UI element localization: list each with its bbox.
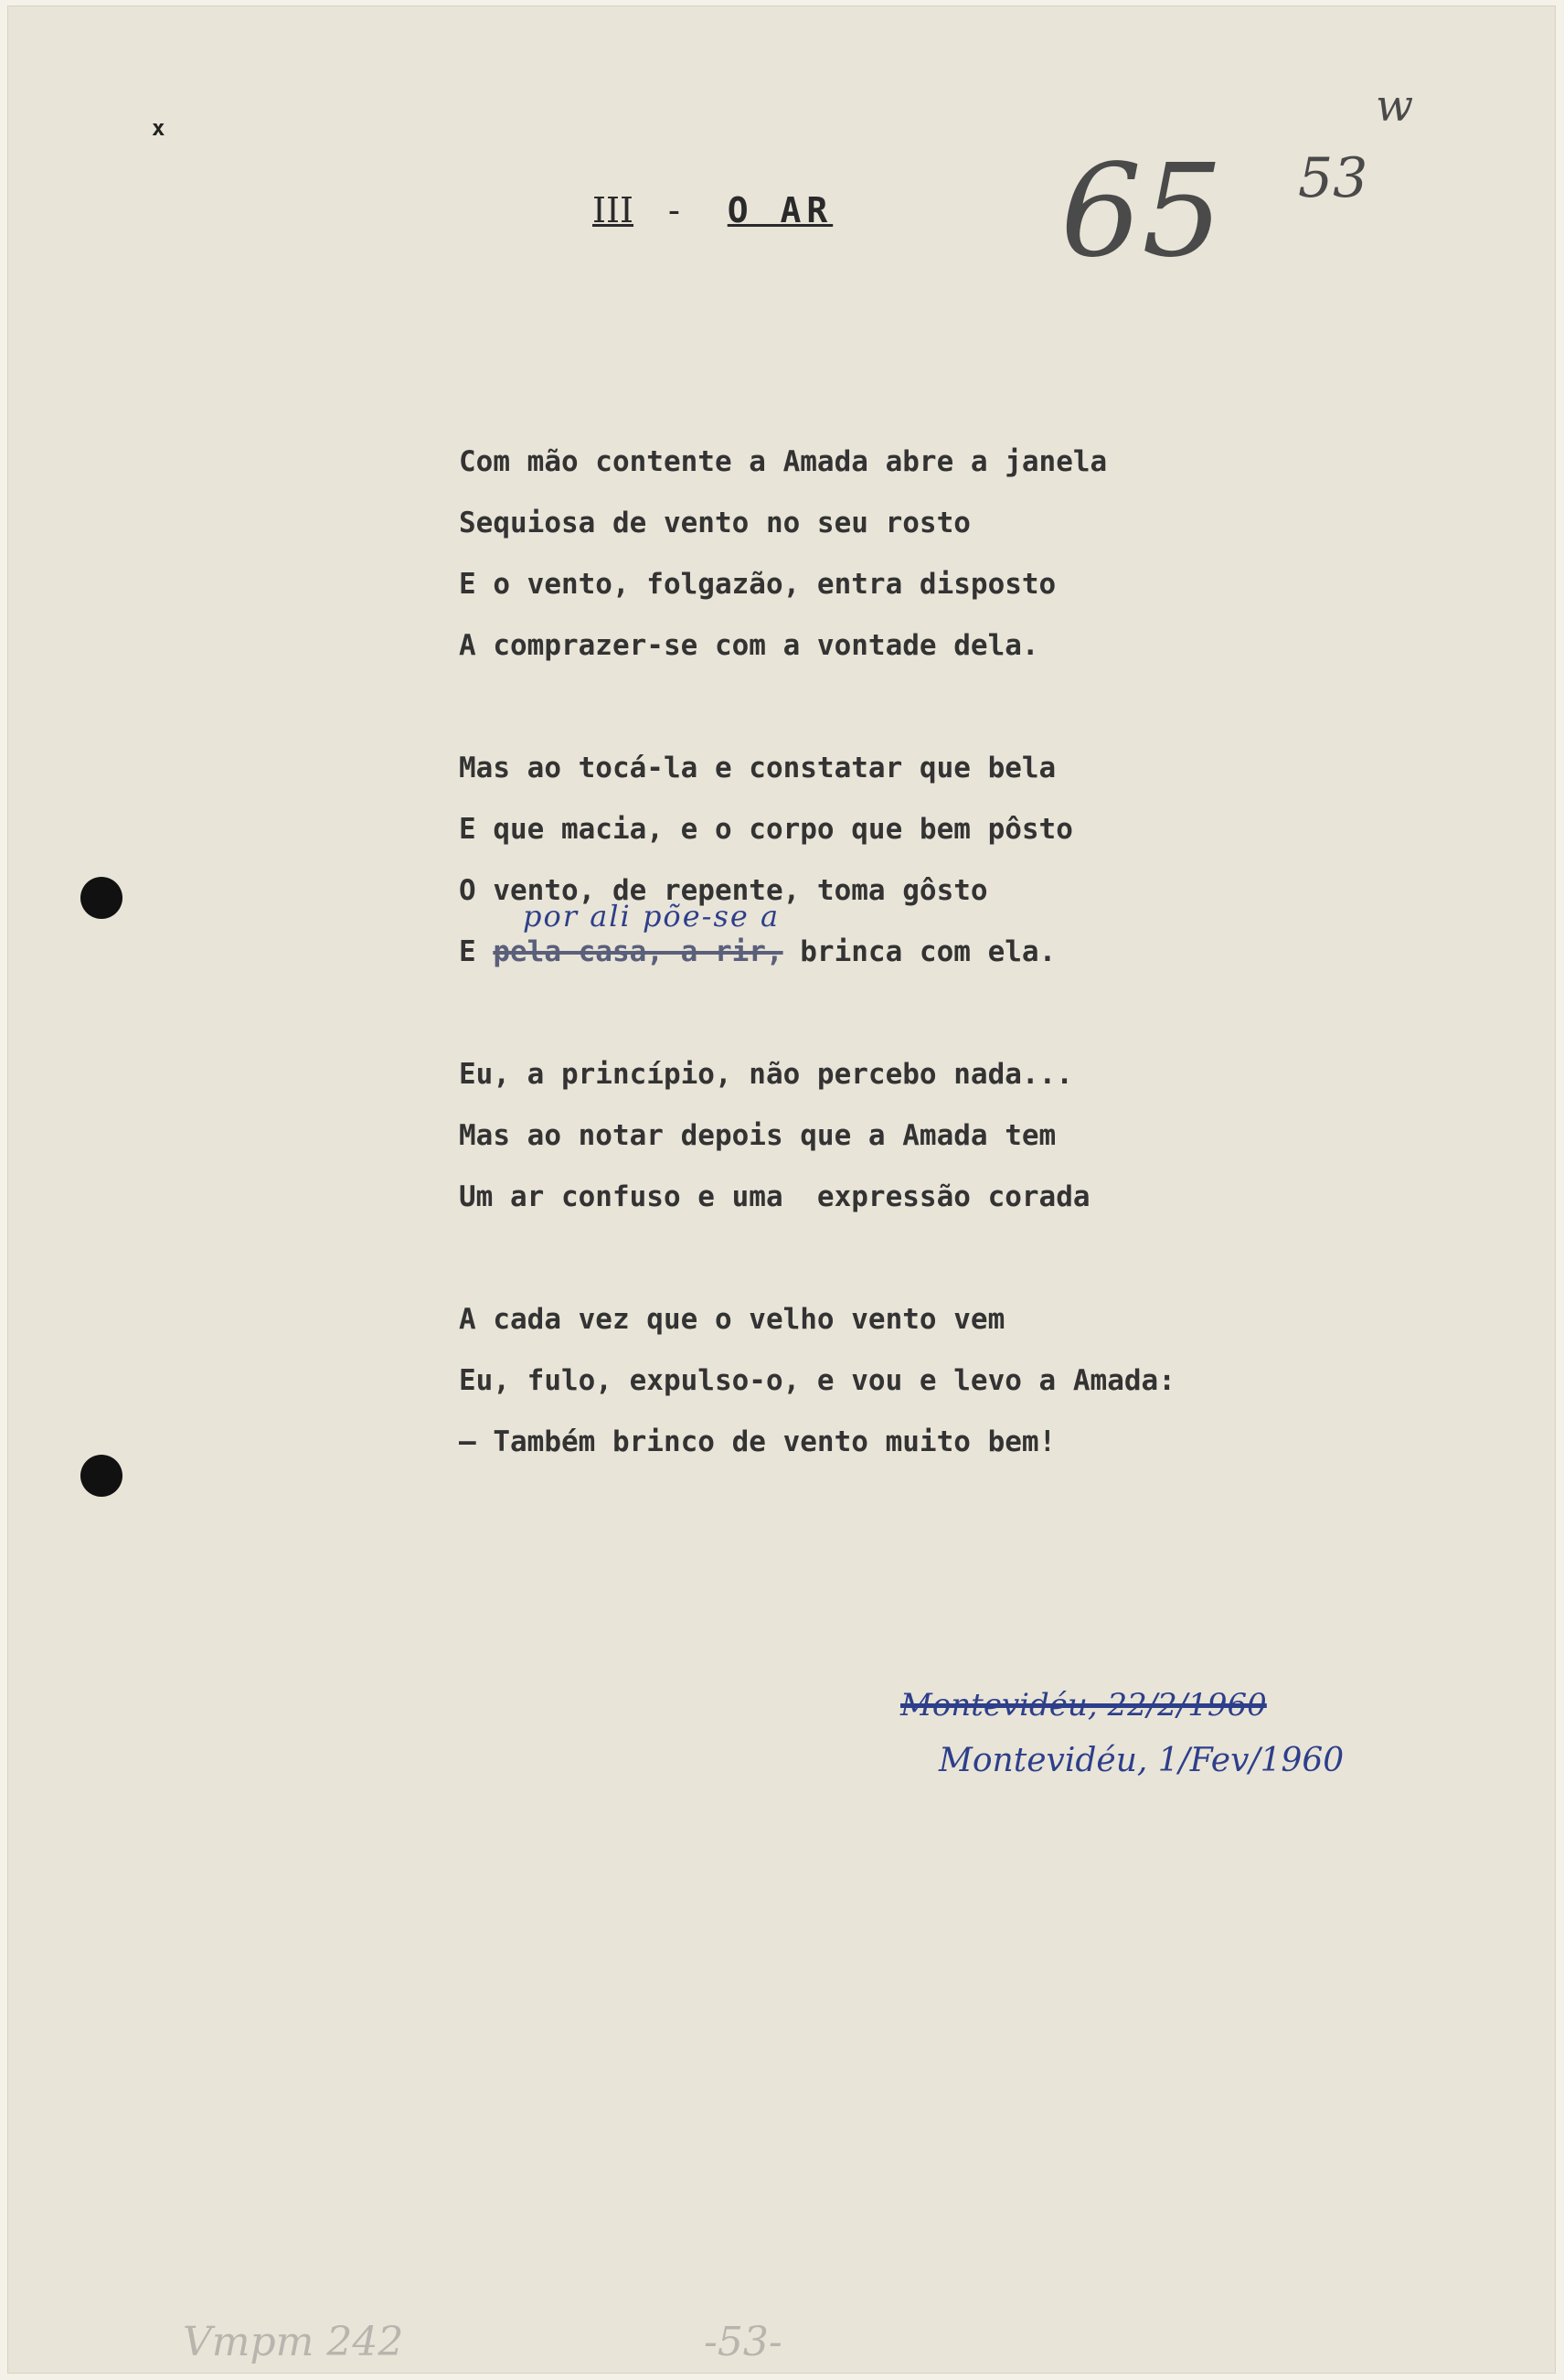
line-end: brinca com ela. <box>782 935 1057 968</box>
poem-line: Com mão contente a Amada abre a janela <box>459 445 1108 478</box>
line-start: E <box>459 935 494 968</box>
punch-hole-upper <box>80 877 122 919</box>
poem-line: Mas ao notar depois que a Amada tem <box>459 1119 1057 1152</box>
poem-line: A cada vez que o velho vento vem <box>459 1303 1005 1336</box>
folio-suffix: w <box>1376 80 1414 132</box>
struck-text: pela casa, a rir, <box>493 935 783 968</box>
title-separator: - <box>663 190 690 230</box>
poem-body <box>459 432 1176 1473</box>
poem-line: E que macia, e o corpo que bem pôsto <box>459 813 1073 846</box>
poem-line: Eu, fulo, expulso-o, e vou e levo a Amada: <box>459 1364 1176 1397</box>
poem-line: — Também brinco de vento muito bem! <box>459 1425 1057 1458</box>
handwritten-insertion: por ali põe-se a <box>523 899 781 934</box>
poem-line: Sequiosa de vento no seu rosto <box>459 507 971 539</box>
poem-line: Um ar confuso e uma expressão corada <box>459 1180 1091 1213</box>
poem-line: O vento, de repente, toma gôsto <box>459 874 988 907</box>
signature-line: Montevidéu, 1/Fev/1960 <box>939 1742 1345 1779</box>
folio-number-small: 53 <box>1298 146 1368 210</box>
page-number: -53- <box>704 2319 782 2365</box>
poem-line: E o vento, folgazão, entra disposto <box>459 568 1057 601</box>
poem-title: O AR <box>727 190 834 230</box>
folio-number-large: 65 <box>1060 137 1224 286</box>
archive-reference: Vmpm 242 <box>183 2319 404 2365</box>
poem-line: Mas ao tocá-la e constatar que bela <box>459 752 1057 784</box>
section-roman-numeral: III <box>592 190 634 230</box>
margin-mark: x <box>152 115 165 141</box>
signature-block <box>900 1687 1344 1779</box>
struck-signature-line: Montevidéu, 22/2/1960 <box>900 1687 1267 1724</box>
punch-hole-lower <box>80 1455 122 1497</box>
poem-title-row <box>592 190 833 230</box>
poem-line: A comprazer-se com a vontade dela. <box>459 629 1039 662</box>
poem-line: Eu, a princípio, não percebo nada... <box>459 1058 1073 1091</box>
